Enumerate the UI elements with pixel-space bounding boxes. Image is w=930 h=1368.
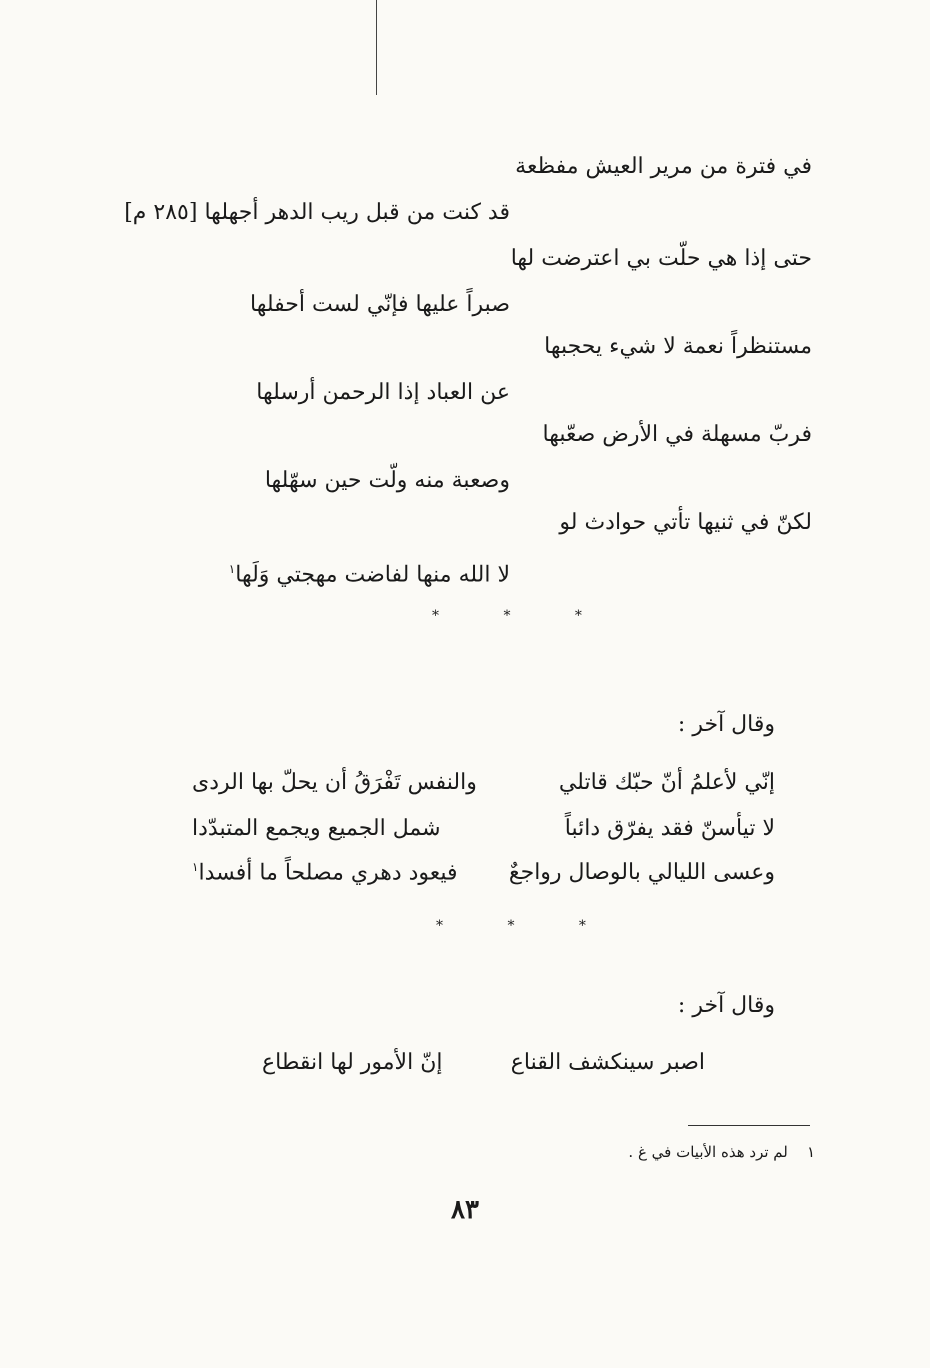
poem1-line-7 bbox=[543, 420, 812, 450]
poem1-line-4 bbox=[148, 290, 510, 320]
poem1-line-9 bbox=[559, 508, 812, 538]
scan-crease-line bbox=[376, 0, 377, 95]
footnote-marker: ١ bbox=[192, 860, 199, 874]
poem3-first-hemistich-1: اصبر سينكشف القناع bbox=[510, 1050, 705, 1075]
poem1-line-6 bbox=[148, 378, 510, 408]
poem2-second-hemistich-3 bbox=[192, 860, 458, 885]
verse-text: فربّ مسهلة في الأرض صعّبها bbox=[542, 422, 812, 447]
poem3-second-hemistich-1: إنّ الأمور لها انقطاع bbox=[262, 1050, 443, 1075]
section-separator: * * * bbox=[436, 918, 616, 934]
poem2-first-hemistich-1: إنّي لأعلمُ أنّ حبّك قاتلي bbox=[558, 770, 775, 795]
verse-text: وصعبة منه ولّت حين سهّلها bbox=[264, 468, 510, 493]
poem1-line-8 bbox=[148, 466, 510, 496]
verse-text: لكنّ في ثنيها تأتي حوادث لو bbox=[559, 510, 812, 535]
poem2-second-hemistich-1: والنفس تَفْرَقُ أن يحلّ بها الردى bbox=[192, 770, 477, 795]
section-heading: وقال آخر : bbox=[677, 993, 775, 1018]
poem1-line-3 bbox=[511, 244, 812, 274]
footnote-number: ١ bbox=[806, 1143, 815, 1161]
verse-text: عن العباد إذا الرحمن أرسلها bbox=[256, 380, 510, 405]
verse-text: صبراً عليها فإنّي لست أحفلها bbox=[249, 292, 510, 317]
page-number: ٨٣ bbox=[451, 1195, 479, 1225]
section-separator: * * * bbox=[432, 608, 612, 624]
verse-text: لا الله منها لفاضت مهجتي وَلَها bbox=[235, 562, 510, 588]
verse-text: في فترة من مرير العيش مفظعة bbox=[515, 154, 812, 179]
verse-text: حتى إذا هي حلّت بي اعترضت لها bbox=[510, 246, 812, 271]
footnote-rule bbox=[688, 1125, 810, 1126]
footnote bbox=[628, 1143, 815, 1161]
poem2-first-hemistich-2: لا تيأسنّ فقد يفرّق دائباً bbox=[564, 816, 775, 841]
section-heading: وقال آخر : bbox=[677, 712, 775, 737]
margin-reference: [٢٨٥ م] bbox=[124, 200, 198, 225]
poem2-first-hemistich-3: وعسى الليالي بالوصال رواجعٌ bbox=[508, 860, 775, 885]
footnote-marker: ١ bbox=[228, 562, 236, 576]
poem1-line-2 bbox=[124, 198, 510, 228]
poem1-line-1 bbox=[515, 152, 812, 182]
poem1-line-5 bbox=[544, 332, 812, 362]
footnote-text: لم ترد هذه الأبيات في غ . bbox=[628, 1143, 788, 1161]
poem1-line-10 bbox=[148, 554, 510, 590]
verse-text: قد كنت من قبل ريب الدهر أجهلها bbox=[204, 200, 510, 225]
verse-text: مستنظراً نعمة لا شيء يحجبها bbox=[544, 334, 812, 359]
poem2-second-hemistich-2: شمل الجميع ويجمع المتبدّدا bbox=[192, 816, 441, 841]
verse-text: فيعود دهري مصلحاً ما أفسدا bbox=[198, 860, 458, 886]
